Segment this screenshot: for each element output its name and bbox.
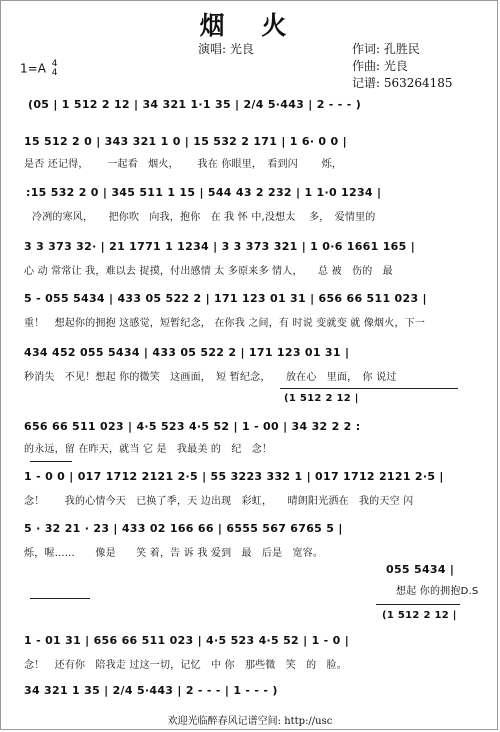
lyric-line: 重！ 想起你的拥抱 这感觉，短暂纪念， 在你我 之间，有 时说 变就变 就 像烟火，下一 [24,318,426,329]
notation-line: 434 452 055 5434 | 433 05 522 2 | 171 123 01 31 | [24,346,350,359]
notation-line: 055 5434 | [386,563,455,576]
notation-line: 15 512 2 0 | 343 321 1 0 | 15 532 2 171 | 1 6· 0 0 | [24,135,347,148]
notation-line: (05 | 1 512 2 12 | 34 321 1·1 35 | 2/4 5·443 | 2 - - - ) [28,98,362,111]
lyric-line: 心 动 常常让 我，难以去 捉摸，付出感情 太 多原来多 情人， 总 被 伤的 最 [24,266,393,277]
volta-line [280,388,458,389]
notation-line: 34 321 1 35 | 2/4 5·443 | 2 - - - | 1 - - - ) [24,684,278,697]
volta-line [376,604,460,605]
notation-line: 656 66 511 023 | 4·5 523 4·5 52 | 1 - 00 | 34 32 2 2 : [24,420,361,433]
notation-line: 5 · 32 21 · 23 | 433 02 166 66 | 6555 567 6765 5 | [24,522,343,535]
lyric-line: 秒消失 不见！想起 你的微笑 这画面， 短 暂纪念， 放在心 里面， 你 说过 [24,372,397,383]
lyric-line: 想起 你的拥抱D.S [396,586,479,597]
song-title: 烟 火 [199,11,301,40]
lyric-line: 是否 还记得， 一起看 烟火， 我在 你眼里， 看到闪 烁， [24,159,343,170]
time-bottom: 4 [51,68,58,78]
lyric-line: 念！ 还有你 陪我走 过这一切，记忆 中 你 那些微 笑 的 脸。 [24,660,347,671]
notation-line: 3 3 373 32· | 21 1771 1 1234 | 3 3 373 321 | 1 0·6 1661 165 | [24,240,416,253]
volta-line [30,461,72,462]
footer-text: 欢迎光临醉春风记谱空间: http://usc [167,716,333,727]
lyric-line: 念！ 我的心情今天 已换了季，天 边出现 彩虹， 晴朗阳光洒在 我的天空 闪 [24,496,414,507]
notation-line: :15 532 2 0 | 345 511 1 15 | 544 43 2 232 | 1 1·0 1234 | [26,186,382,199]
key-signature [20,60,57,78]
time-top: 4 [51,59,58,69]
lyric-line: 烁，喔…… 像是 笑 着，告 诉 我 爱到 最 后是 宽容。 [24,548,324,559]
time-signature [52,60,58,78]
lyric-line: 冷冽的寒风， 把你吹 向我，抱你 在 我 怀 中,没想太 多， 爱情里的 [32,212,376,223]
transcriber-credit: 记谱: 563264185 [352,76,453,90]
composer-credit: 作曲: 光良 [352,59,408,73]
lyric-line: 的永远，留 在昨天，就当 它 是 我最美 的 纪 念！ [24,444,273,455]
notation-line: 1 - 01 31 | 656 66 511 023 | 4·5 523 4·5 52 | 1 - 0 | [24,634,350,647]
volta-line [30,598,90,599]
notation-line: (1 512 2 12 | [382,610,457,621]
singer-credit: 演唱: 光良 [198,42,254,56]
notation-line: 1 - 0 0 | 017 1712 2121 2·5 | 55 3223 332 1 | 017 1712 2121 2·5 | [24,470,444,483]
key-label: 1=A [20,61,46,76]
notation-line: 5 - 055 5434 | 433 05 522 2 | 171 123 01 31 | 656 66 511 023 | [24,292,427,305]
notation-line: (1 512 2 12 | [284,393,359,404]
lyricist-credit: 作词: 孔胜民 [352,42,420,56]
